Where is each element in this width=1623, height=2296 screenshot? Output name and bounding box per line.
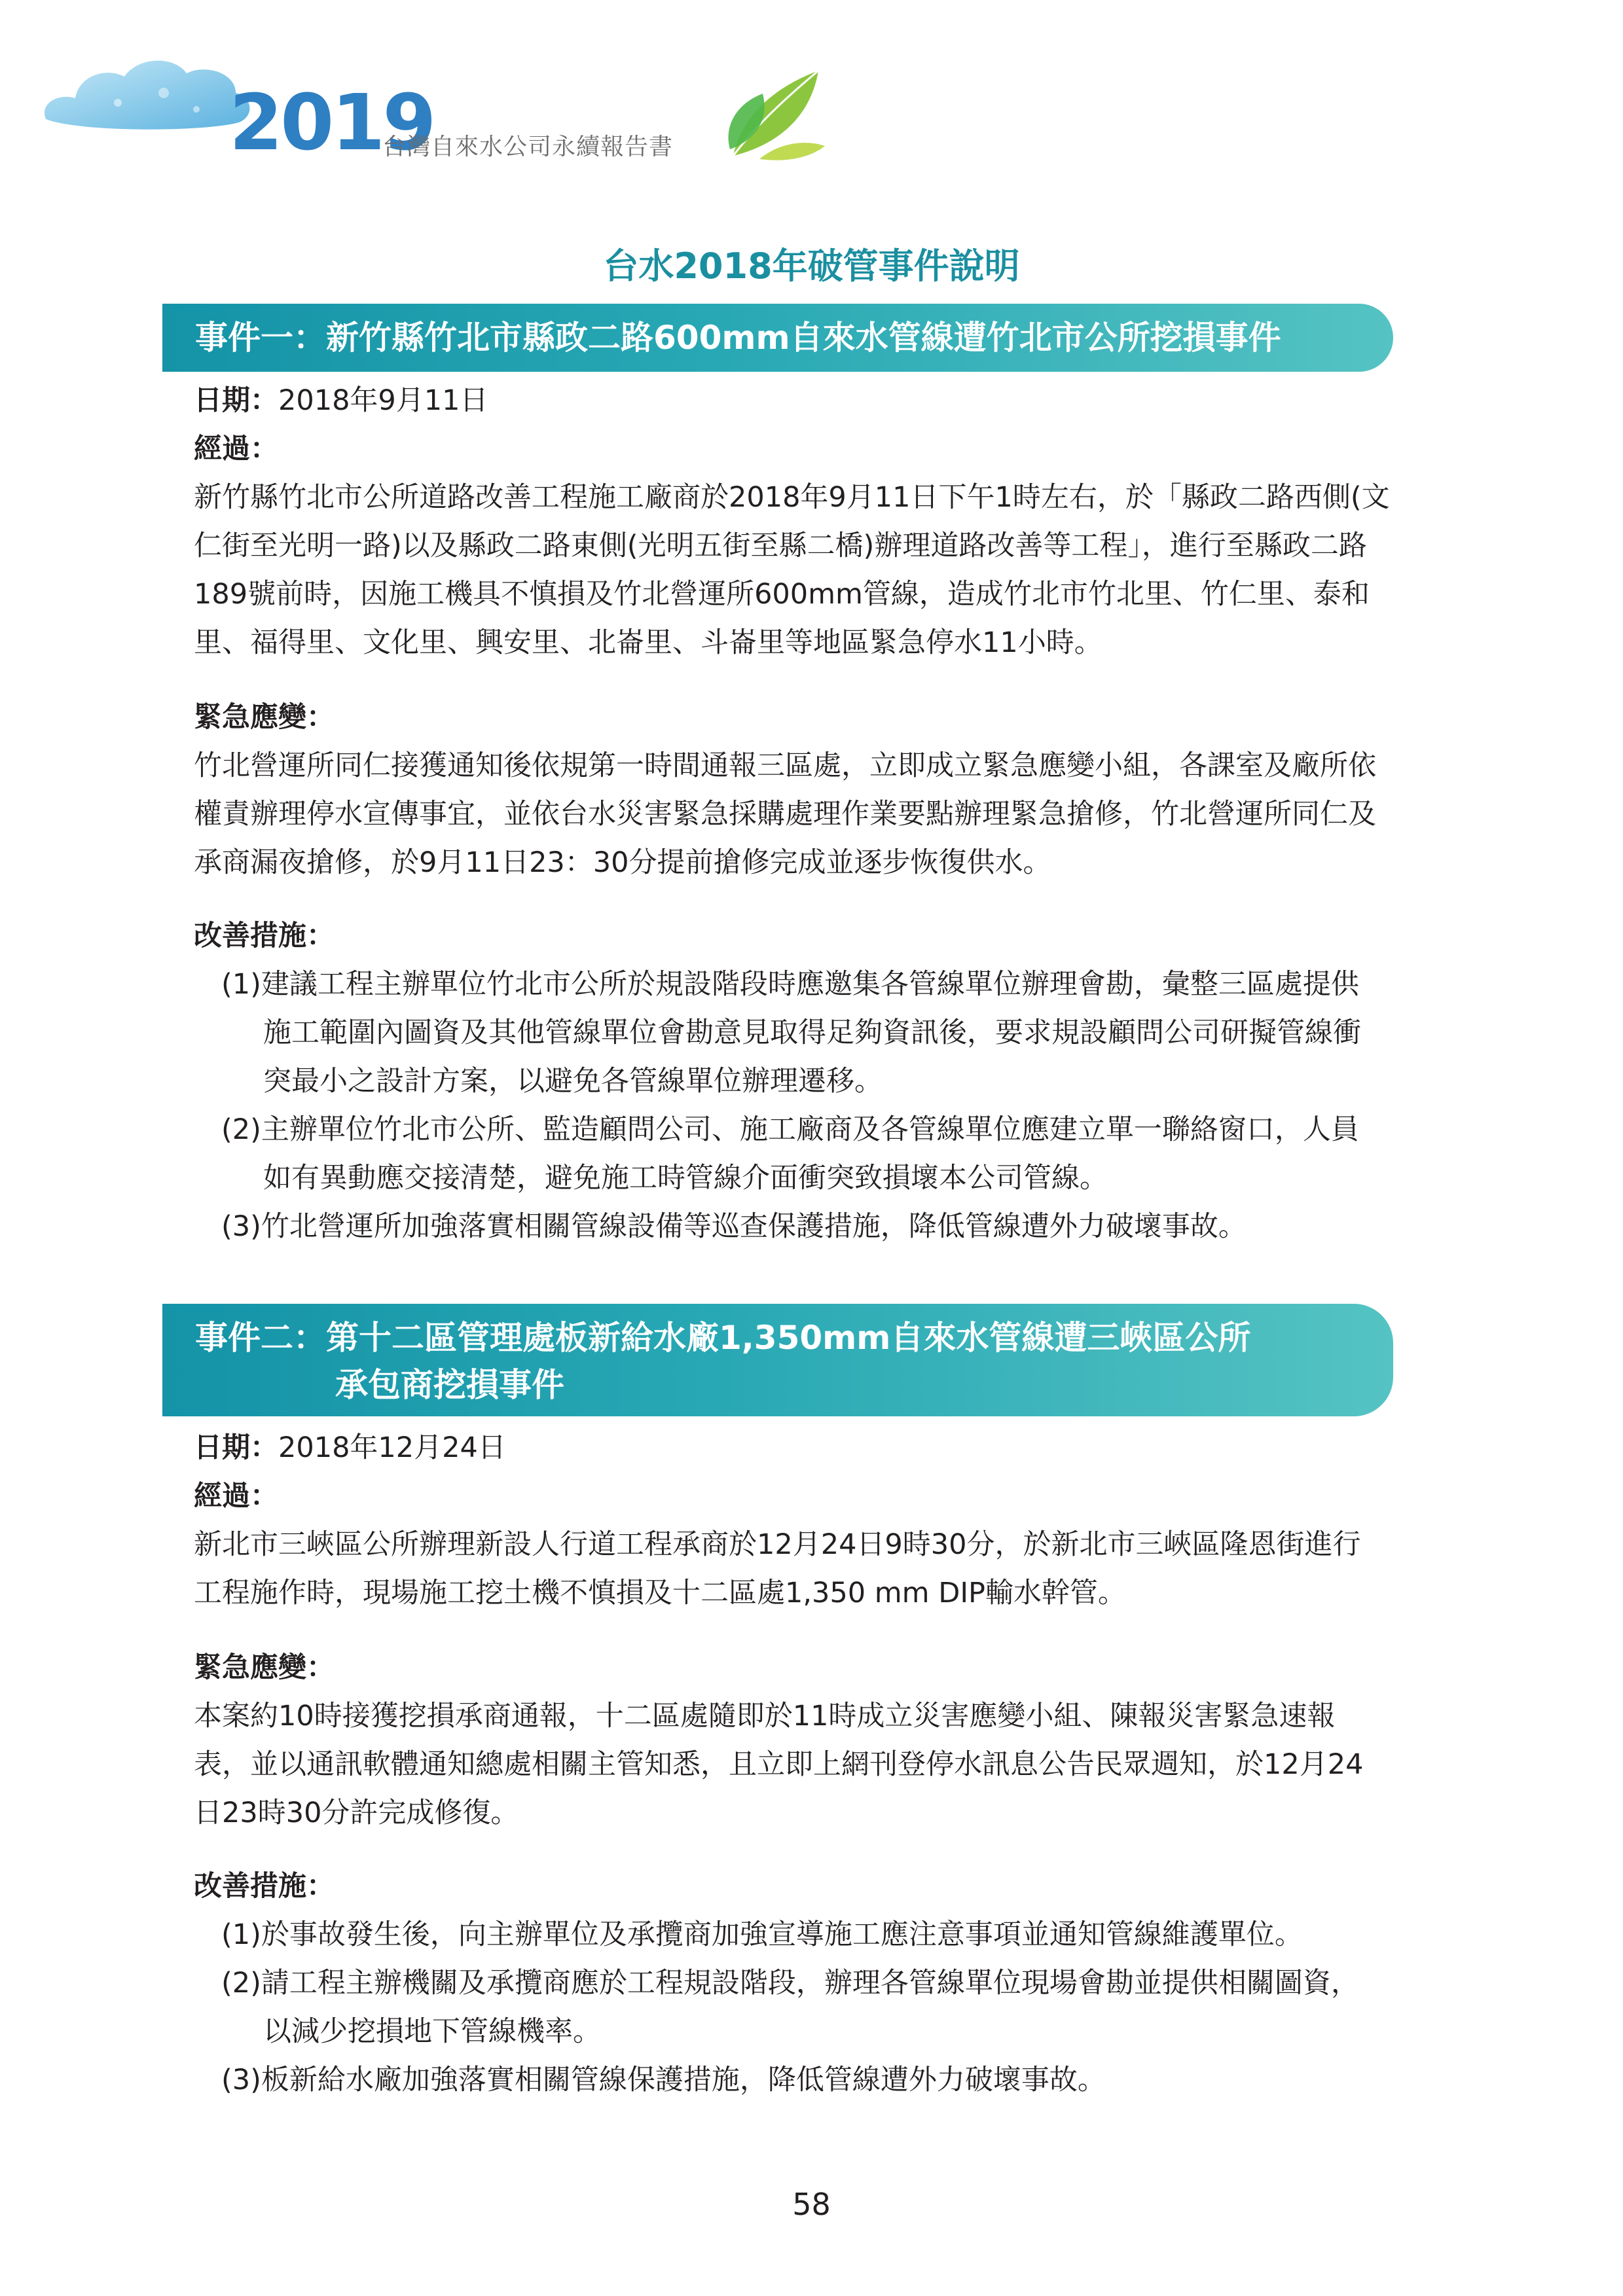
event-1-process-line: 里、福得里、文化里、興安里、北崙里、斗崙里等地區緊急停水11小時。 xyxy=(194,626,1103,659)
event-2-improve-item: (2)請工程主辦機關及承攬商應於工程規設階段，辦理各管線單位現場會勘並提供相關圖資， xyxy=(221,1967,1359,2000)
event-2-process-label: 經過： xyxy=(194,1480,278,1513)
event-2-process-line: 新北市三峽區公所辦理新設人行道工程承商於12月24日9時30分，於新北市三峽區隆恩街進行 xyxy=(194,1528,1361,1561)
event-2-improve-label: 改善措施： xyxy=(194,1870,335,1903)
event-2-improve-item: (3)板新給水廠加強落實相關管線保護措施，降低管線遭外力破壞事故。 xyxy=(221,2064,1106,2096)
cloud-logo-icon xyxy=(39,47,255,145)
event-1-emergency-label: 緊急應變： xyxy=(194,701,335,734)
report-header xyxy=(0,0,1623,196)
event-1-process-line: 仁街至光明一路)以及縣政二路東側(光明五街至縣二橋)辦理道路改善等工程」，進行至縣政二路 xyxy=(194,529,1367,562)
event-1-improve-item: 施工範圍內圖資及其他管線單位會勘意見取得足夠資訊後，要求規設顧問公司研擬管線衝 xyxy=(263,1016,1361,1049)
event-1-process-label: 經過： xyxy=(194,433,278,465)
event-1-emergency-line: 竹北營運所同仁接獲通知後依規第一時間通報三區處，立即成立緊急應變小組，各課室及廠所依 xyxy=(194,749,1376,782)
event-2-process-line: 工程施作時，現場施工挖土機不慎損及十二區處1,350 mm DIP輸水幹管。 xyxy=(194,1577,1126,1609)
event-1-title: 事件一：新竹縣竹北市縣政二路600mm自來水管線遭竹北市公所挖損事件 xyxy=(195,319,1281,357)
event-2-title xyxy=(195,1314,1250,1408)
event-2-banner xyxy=(162,1304,1393,1416)
event-2-emergency-line: 表，並以通訊軟體通知總處相關主管知悉，且立即上網刊登停水訊息公告民眾週知，於12月24 xyxy=(194,1748,1364,1781)
leaves-logo-icon xyxy=(720,64,831,162)
event-1-emergency-line: 權責辦理停水宣傳事宜，並依台水災害緊急採購處理作業要點辦理緊急搶修，竹北營運所同仁及 xyxy=(194,798,1376,831)
event-1-improve-item: 如有異動應交接清楚，避免施工時管線介面衝突致損壞本公司管線。 xyxy=(263,1162,1108,1194)
event-1-emergency-line: 承商漏夜搶修，於9月11日23：30分提前搶修完成並逐步恢復供水。 xyxy=(194,846,1051,879)
event-1-improve-item: (3)竹北營運所加強落實相關管線設備等巡查保護措施，降低管線遭外力破壞事故。 xyxy=(221,1210,1247,1243)
event-2-title-line: 承包商挖損事件 xyxy=(335,1366,564,1404)
page-number: 58 xyxy=(792,2187,831,2222)
event-2-emergency-line: 日23時30分許完成修復。 xyxy=(194,1797,519,1829)
event-1-banner xyxy=(162,304,1393,372)
event-2-improve-item: (1)於事故發生後，向主辦單位及承攬商加強宣導施工應注意事項並通知管線維護單位。 xyxy=(221,1918,1303,1951)
page-title: 台水2018年破管事件說明 xyxy=(603,245,1020,287)
event-1-process-line: 189號前時，因施工機具不慎損及竹北營運所600mm管線，造成竹北市竹北里、竹仁里、泰和 xyxy=(194,578,1370,611)
event-1-improve-label: 改善措施： xyxy=(194,920,335,952)
event-1-improve-item: (2)主辦單位竹北市公所、監造顧問公司、施工廠商及各管線單位應建立單一聯絡窗口，人員 xyxy=(221,1113,1359,1146)
event-1-improve-item: 突最小之設計方案，以避免各管線單位辦理遷移。 xyxy=(263,1065,883,1098)
report-year: 2019 xyxy=(229,77,434,168)
event-2-emergency-line: 本案約10時接獲挖損承商通報，十二區處隨即於11時成立災害應變小組、陳報災害緊急速報 xyxy=(194,1700,1336,1732)
event-1-date: 日期：2018年9月11日 xyxy=(194,384,488,417)
report-name: 台灣自來水公司永續報告書 xyxy=(382,134,674,160)
event-2-title-line: 事件二：第十二區管理處板新給水廠1,350mm自來水管線遭三峽區公所 xyxy=(195,1319,1251,1357)
event-2-emergency-label: 緊急應變： xyxy=(194,1651,335,1684)
event-1-process-line: 新竹縣竹北市公所道路改善工程施工廠商於2018年9月11日下午1時左右，於「縣政二路西側(文 xyxy=(194,481,1390,514)
event-1-improve-item: (1)建議工程主辦單位竹北市公所於規設階段時應邀集各管線單位辦理會勘，彙整三區處提供 xyxy=(221,968,1359,1001)
event-2-improve-item: 以減少挖損地下管線機率。 xyxy=(263,2015,601,2048)
event-2-date: 日期：2018年12月24日 xyxy=(194,1431,506,1464)
